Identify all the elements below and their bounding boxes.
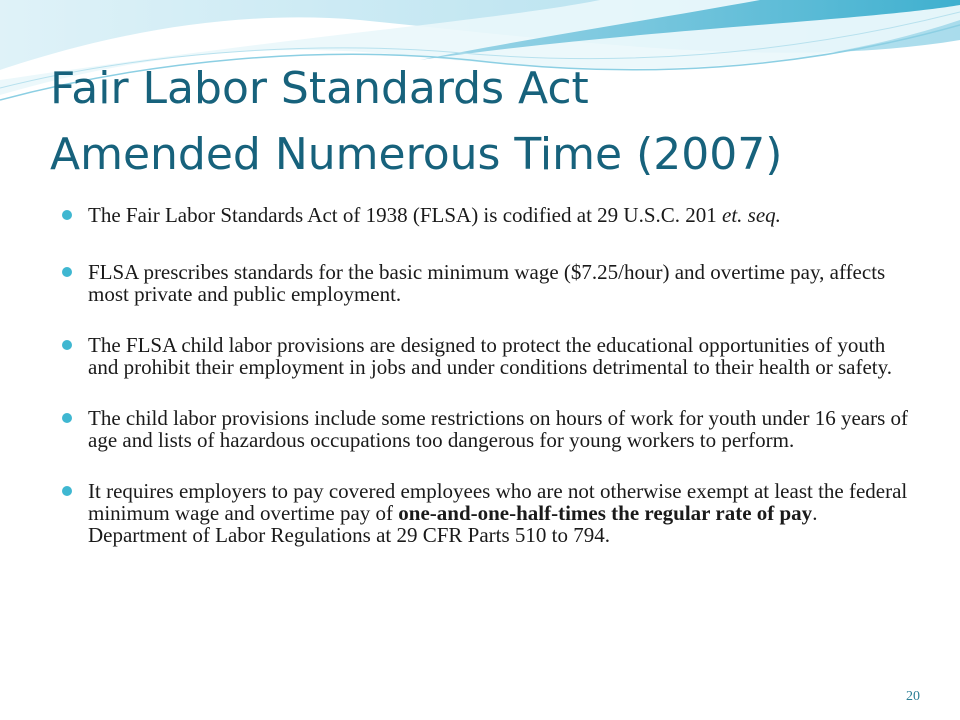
bullet-text: FLSA prescribes standards for the basic minimum wage ($7.25/hour) and overtime pay, affects most private and public employment.	[88, 260, 886, 306]
slide-title-line-2: Amended Numerous Time (2007)	[50, 129, 783, 180]
bullet-icon	[62, 340, 72, 350]
bullet-bold-text: one-and-one-half-times the regular rate of pay	[398, 501, 813, 525]
bullet-item	[62, 407, 910, 451]
page-number: 20	[906, 689, 920, 704]
bullet-icon	[62, 210, 72, 220]
bullet-text-after: . Department of Labor Regulations at 29 CFR Parts 510 to 794.	[88, 501, 818, 547]
bullet-list	[62, 204, 910, 575]
bullet-text: The child labor provisions include some restrictions on hours of work for youth under 16 years of age and lists of hazardous occupations too dangerous for young workers to perform.	[88, 406, 908, 452]
bullet-italic-text: et. seq.	[722, 203, 781, 227]
slide-title-line-1: Fair Labor Standards Act	[50, 63, 589, 114]
bullet-icon	[62, 486, 72, 496]
bullet-item	[62, 480, 910, 546]
bullet-item	[62, 204, 910, 226]
bullet-item	[62, 334, 910, 378]
bullet-text: The FLSA child labor provisions are designed to protect the educational opportunities of youth and prohibit their employment in jobs and under conditions detrimental to their health or safety.	[88, 333, 893, 379]
bullet-icon	[62, 267, 72, 277]
slide-title	[50, 56, 930, 188]
bullet-icon	[62, 413, 72, 423]
bullet-text: The Fair Labor Standards Act of 1938 (FLSA) is codified at 29 U.S.C. 201	[88, 203, 717, 227]
bullet-item	[62, 261, 910, 305]
bullet-text: It requires employers to pay covered employees who are not otherwise exempt at least the federal minimum wage and overtime pay of	[88, 479, 908, 525]
